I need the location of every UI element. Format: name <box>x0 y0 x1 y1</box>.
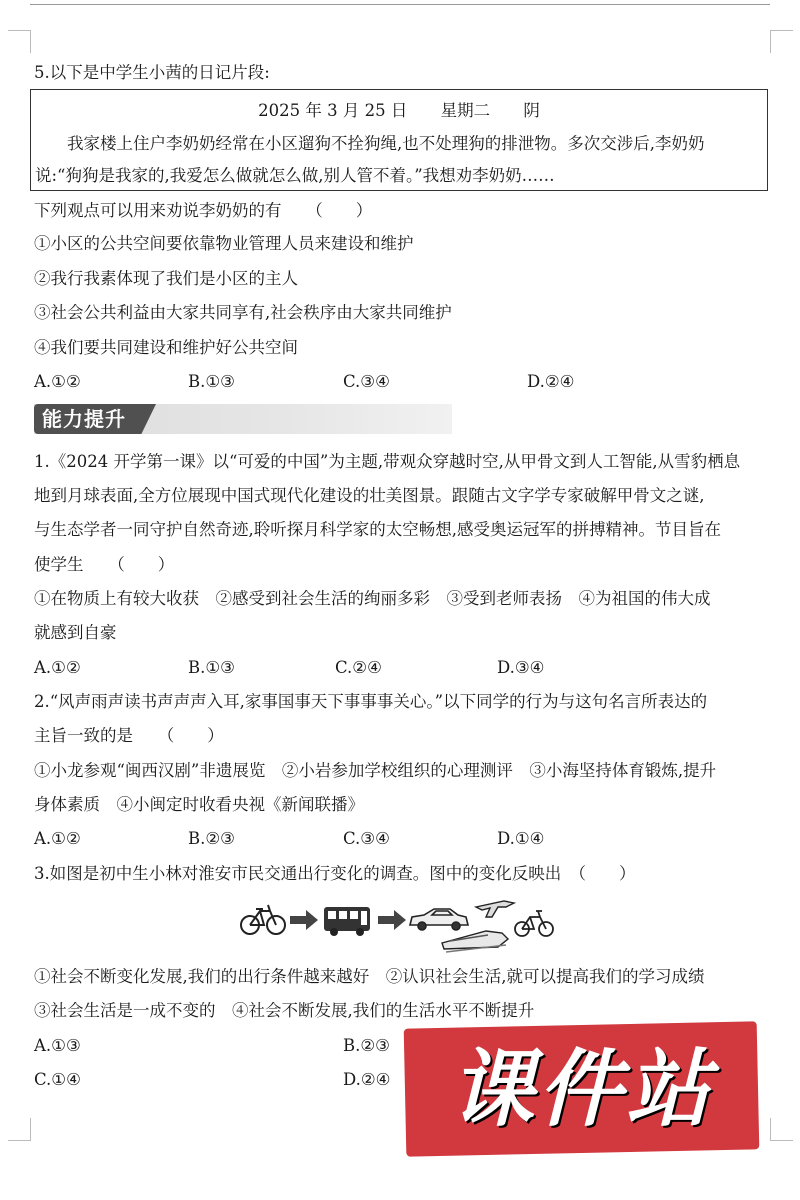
s1-option-b: B.①③ <box>188 658 235 677</box>
arrow-right-icon <box>378 910 406 930</box>
s1-option-a: A.①② <box>34 658 81 677</box>
diary-weather: 阴 <box>523 101 540 120</box>
s1-line-6: 就感到自豪 <box>34 623 117 642</box>
q5-item-1: ①小区的公共空间要依靠物业管理人员来建设和维护 <box>34 234 414 253</box>
s1-line-3: 与生态学者一同守护自然奇迹,聆听探月科学家的太空畅想,感受奥运冠军的拼搏精神。节目旨在 <box>34 520 721 539</box>
q5-question: 下列观点可以用来劝说李奶奶的有 （ ） <box>34 201 373 220</box>
q5-option-c: C.③④ <box>343 372 390 391</box>
s3-items-line-2: ③社会生活是一成不变的 ④社会不断发展,我们的生活水平不断提升 <box>34 1001 535 1020</box>
s3-items-line-1: ①社会不断变化发展,我们的出行条件越来越好 ②认识社会生活,就可以提高我们的学习成绩 <box>34 967 705 986</box>
shared-bike-icon <box>515 911 553 936</box>
high-speed-train-icon <box>442 931 508 952</box>
car-icon <box>410 909 468 930</box>
section-banner-title: 能力提升 <box>42 407 126 431</box>
q5-option-a: A.①② <box>34 372 81 391</box>
q5-option-b: B.①③ <box>188 372 235 391</box>
s1-option-d: D.③④ <box>497 658 545 677</box>
s2-option-a: A.①② <box>34 829 81 848</box>
s3-option-c: C.①④ <box>34 1070 81 1089</box>
s2-line-2: 主旨一致的是 （ ） <box>34 726 224 745</box>
diary-date: 2025 年 3 月 25 日 <box>258 101 408 120</box>
s1-line-5: ①在物质上有较大收获 ②感受到社会生活的绚丽多彩 ③受到老师表扬 ④为祖国的伟大成 <box>34 589 711 608</box>
q5-item-3: ③社会公共利益由大家共同享有,社会秩序由大家共同维护 <box>34 303 452 322</box>
s2-option-b: B.②③ <box>188 829 235 848</box>
s1-line-2: 地到月球表面,全方位展现中国式现代化建设的壮美图景。跟随古文字学专家破解甲骨文之谜, <box>34 486 705 505</box>
airplane-icon <box>476 901 514 917</box>
s2-line-4: 身体素质 ④小闽定时收看央视《新闻联播》 <box>34 795 364 814</box>
s3-option-b: B.②③ <box>343 1036 390 1055</box>
s2-option-d: D.①④ <box>497 829 545 848</box>
diary-date-line <box>31 97 767 121</box>
s1-option-c: C.②④ <box>335 658 382 677</box>
transport-change-figure <box>236 893 566 955</box>
bus-icon <box>324 907 370 936</box>
s2-option-c: C.③④ <box>343 829 390 848</box>
crop-mark-bottom-right <box>770 1118 793 1141</box>
s2-line-1: 2.“风声雨声读书声声声入耳,家事国事天下事事事关心。”以下同学的行为与这句名言所表达的 <box>34 692 708 711</box>
q5-option-d: D.②④ <box>527 372 575 391</box>
bicycle-icon <box>241 905 285 934</box>
s2-line-3: ①小龙参观“闽西汉剧”非遗展览 ②小岩参加学校组织的心理测评 ③小海坚持体育锻炼,提升 <box>34 761 717 780</box>
q5-item-2: ②我行我素体现了我们是小区的主人 <box>34 269 298 288</box>
q5-item-4: ④我们要共同建设和维护好公共空间 <box>34 338 298 357</box>
diary-line-2: 说:“狗狗是我家的,我爱怎么做就怎么做,别人管不着。”我想劝李奶奶…… <box>35 166 555 185</box>
crop-mark-top-right <box>770 30 793 53</box>
page-top-rule <box>30 4 770 5</box>
arrow-right-icon <box>290 910 318 930</box>
s3-option-d: D.②④ <box>343 1070 391 1089</box>
watermark-text: 课件站 <box>449 1040 714 1138</box>
diary-excerpt-box <box>30 89 768 191</box>
crop-mark-top-left <box>8 30 31 53</box>
diary-line-1: 我家楼上住户李奶奶经常在小区遛狗不拴狗绳,也不处理狗的排泄物。多次交涉后,李奶奶 <box>67 134 705 153</box>
q5-stem: 5.以下是中学生小茜的日记片段: <box>34 63 270 82</box>
s3-stem: 3.如图是初中生小林对淮安市民交通出行变化的调查。图中的变化反映出 （ ） <box>34 864 636 883</box>
s3-option-a: A.①③ <box>34 1036 81 1055</box>
crop-mark-bottom-left <box>8 1118 31 1141</box>
s1-line-1: 1.《2024 开学第一课》以“可爱的中国”为主题,带观众穿越时空,从甲骨文到人工智能,从雪豹栖息 <box>34 452 741 471</box>
s1-line-4: 使学生 （ ） <box>34 555 175 574</box>
diary-weekday: 星期二 <box>440 101 491 120</box>
